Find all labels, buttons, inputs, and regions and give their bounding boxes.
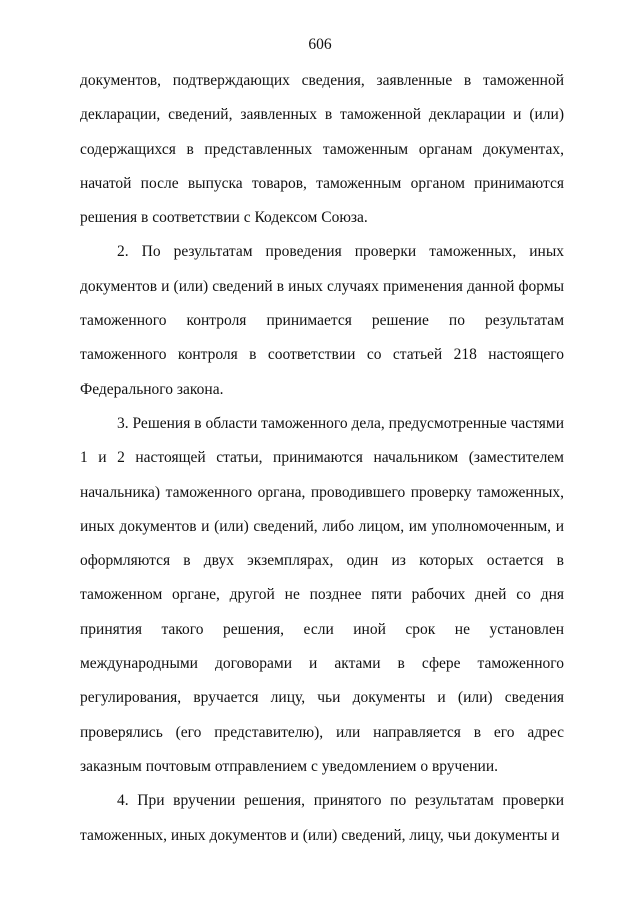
page-number: 606 — [308, 36, 332, 53]
paragraph-continuation: документов, подтверждающих сведения, заявленные в таможенной декларации, сведений, заявленных в таможенной декларации и (или) содержащихся в представленных таможенным органам документах, начатой после выпуска товаров, таможенным органом принимаются решения в соответствии с Кодексом Союза. — [80, 72, 564, 227]
paragraph-3: 3. Решения в области таможенного дела, предусмотренные частями 1 и 2 настоящей статьи, принимаются начальником (заместителем начальника) таможенного органа, проводившего проверку таможенных, иных документов и (или) сведений, либо лицом, им уполномоченным, и оформляются в двух экземплярах, один из которых остается в таможенном органе, другой не позднее пяти рабочих дней со дня принятия такого решения, если иной срок не установлен международными договорами и актами в сфере таможенного регулирования, вручается лицу, чьи документы и (или) сведения проверялись (его представителю), или направляется в его адрес заказным почтовым отправлением с уведомлением о вручении. — [80, 414, 564, 775]
paragraph-2: 2. По результатам проведения проверки таможенных, иных документов и (или) сведений в иных случаях применения данной формы таможенного контроля принимается решение по результатам таможенного контроля в соответствии со статьей 218 настоящего Федерального закона. — [80, 243, 564, 398]
document-body — [80, 64, 564, 853]
paragraph-4: 4. При вручении решения, принятого по результатам проверки таможенных, иных документов и (или) сведений, лицу, чьи документы и — [80, 792, 564, 844]
